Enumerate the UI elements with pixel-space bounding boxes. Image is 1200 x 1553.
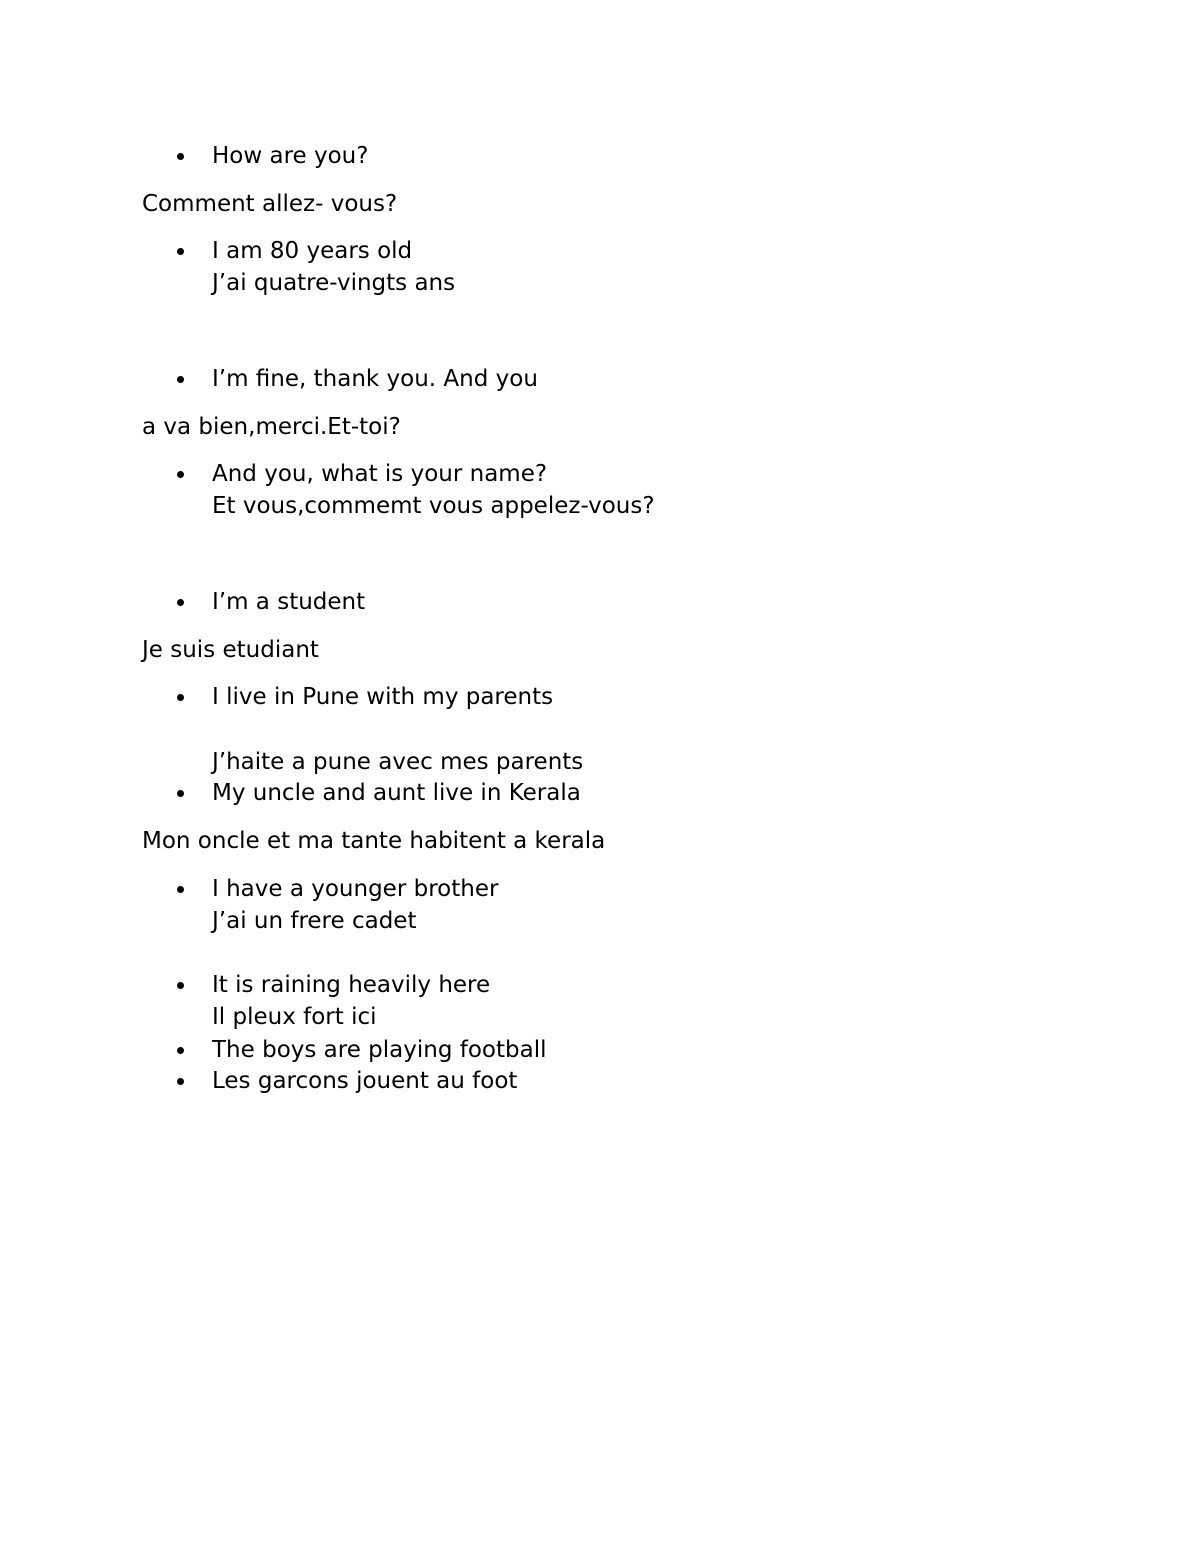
bullet-icon xyxy=(177,694,184,701)
bullet-icon xyxy=(177,790,184,797)
bullet-icon xyxy=(177,376,184,383)
bullet-icon xyxy=(177,599,184,606)
french-line: Les garcons jouent au foot xyxy=(212,1068,518,1094)
bullet-icon xyxy=(177,1078,184,1085)
french-line: J’ai quatre-vingts ans xyxy=(212,270,456,296)
bullet-icon xyxy=(177,886,184,893)
english-line: The boys are playing football xyxy=(212,1037,547,1063)
bullet-icon xyxy=(177,248,184,255)
english-line: And you, what is your name? xyxy=(212,461,548,487)
english-line: I’m fine, thank you. And you xyxy=(212,366,538,392)
french-line: J’ai un frere cadet xyxy=(212,908,417,934)
english-line: I’m a student xyxy=(212,589,366,615)
french-line: a va bien,merci.Et-toi? xyxy=(142,414,401,440)
french-line: Je suis etudiant xyxy=(142,637,319,663)
english-line: How are you? xyxy=(212,143,369,169)
french-line: Mon oncle et ma tante habitent a kerala xyxy=(142,828,606,854)
english-line: I have a younger brother xyxy=(212,876,499,902)
french-line: Il pleux fort ici xyxy=(212,1004,377,1030)
french-line: Et vous,commemt vous appelez-vous? xyxy=(212,493,655,519)
english-line: It is raining heavily here xyxy=(212,972,491,998)
bullet-icon xyxy=(177,153,184,160)
french-line: J’haite a pune avec mes parents xyxy=(212,749,584,775)
english-line: I am 80 years old xyxy=(212,238,413,264)
bullet-icon xyxy=(177,1047,184,1054)
bullet-icon xyxy=(177,982,184,989)
bullet-icon xyxy=(177,471,184,478)
english-line: My uncle and aunt live in Kerala xyxy=(212,780,581,806)
english-line: I live in Pune with my parents xyxy=(212,684,554,710)
french-line: Comment allez- vous? xyxy=(142,191,398,217)
